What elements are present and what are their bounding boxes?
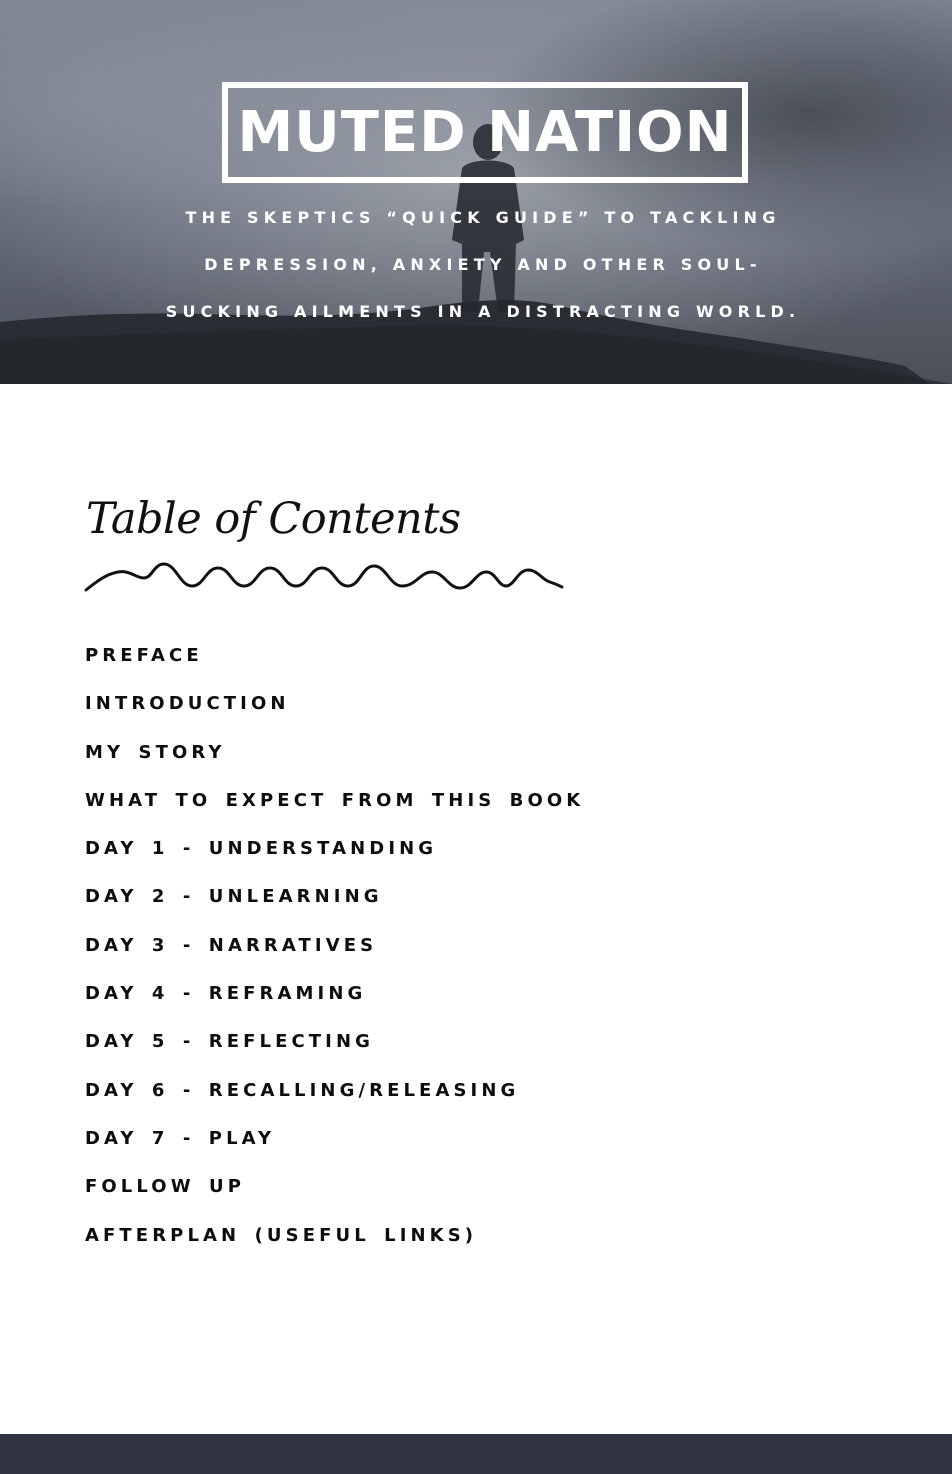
subtitle-line: DEPRESSION, ANXIETY AND OTHER SOUL- <box>204 255 762 274</box>
hero-banner <box>0 0 952 384</box>
brand-title-frame <box>222 82 748 183</box>
toc-item-follow-up[interactable]: FOLLOW UP <box>85 1176 246 1198</box>
brand-title: MUTED NATION <box>237 99 733 165</box>
squiggle-divider-icon <box>82 556 566 598</box>
toc-item-day-7[interactable]: DAY 7 - PLAY <box>85 1127 276 1149</box>
subtitle-line: SUCKING AILMENTS IN A DISTRACTING WORLD. <box>165 302 801 321</box>
footer-bar <box>0 1434 952 1474</box>
toc-item-what-to-expect[interactable]: WHAT TO EXPECT FROM THIS BOOK <box>85 789 585 811</box>
toc-item-day-2[interactable]: DAY 2 - UNLEARNING <box>85 886 383 908</box>
toc-item-introduction[interactable]: INTRODUCTION <box>85 693 290 715</box>
toc-item-day-3[interactable]: DAY 3 - NARRATIVES <box>85 934 378 956</box>
toc-item-day-1[interactable]: DAY 1 - UNDERSTANDING <box>85 838 438 860</box>
subtitle-line: THE SKEPTICS “QUICK GUIDE” TO TACKLING <box>185 208 781 227</box>
toc-item-day-6[interactable]: DAY 6 - RECALLING/RELEASING <box>85 1079 520 1101</box>
toc-item-day-4[interactable]: DAY 4 - REFRAMING <box>85 983 367 1005</box>
book-subtitle <box>150 194 816 335</box>
toc-heading: Table of Contents <box>86 494 461 544</box>
toc-item-day-5[interactable]: DAY 5 - REFLECTING <box>85 1031 375 1053</box>
toc-item-afterplan[interactable]: AFTERPLAN (USEFUL LINKS) <box>85 1224 478 1246</box>
toc-item-my-story[interactable]: MY STORY <box>85 741 226 763</box>
toc-list <box>85 638 584 1266</box>
toc-item-preface[interactable]: PREFACE <box>85 645 203 666</box>
